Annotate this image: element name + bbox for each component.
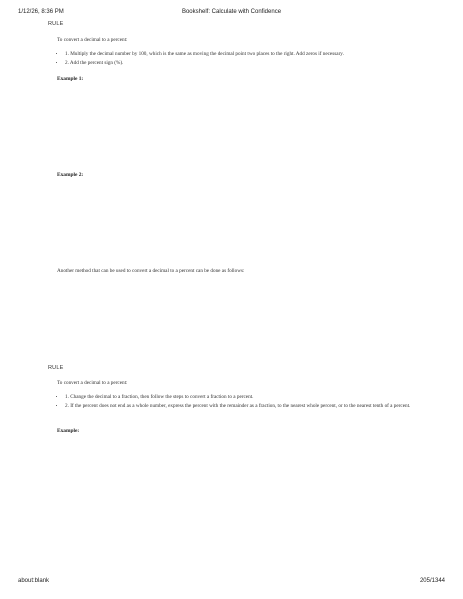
- rule-intro: To convert a decimal to a percent:: [57, 37, 128, 43]
- header-datetime: 1/12/26, 8:36 PM: [18, 9, 64, 15]
- print-footer: [0, 578, 463, 590]
- rule-step: • 2. Add the percent sign (%).: [65, 59, 425, 68]
- header-title: Bookshelf: Calculate with Confidence: [181, 9, 282, 15]
- footer-url: about:blank: [18, 578, 50, 584]
- rule-label: RULE: [48, 21, 64, 27]
- footer-page-count: 205/1344: [419, 578, 445, 584]
- example-1-heading: Example 1:: [57, 76, 84, 82]
- rule-intro: To convert a decimal to a percent:: [57, 380, 128, 386]
- rule-steps-list: [57, 50, 425, 68]
- another-method-text: Another method that can be used to convert a decimal to a percent can be done as follows:: [57, 268, 245, 274]
- example-2-heading: Example 2:: [57, 172, 84, 178]
- rule-step: • 1. Change the decimal to a fraction, then follow the steps to convert a fraction to a percent.: [65, 393, 425, 402]
- example-heading: Example:: [57, 428, 80, 434]
- rule-step: • 2. If the percent does not end as a whole number, express the percent with the remainder as a fraction, to the nearest whole percent, or to the nearest tenth of a percent.: [65, 402, 425, 411]
- rule-step: • 1. Multiply the decimal number by 100, which is the same as moving the decimal point two places to the right. Add zeros if necessary.: [65, 50, 425, 59]
- rule-steps-list: [57, 393, 425, 411]
- rule-label: RULE: [48, 365, 64, 371]
